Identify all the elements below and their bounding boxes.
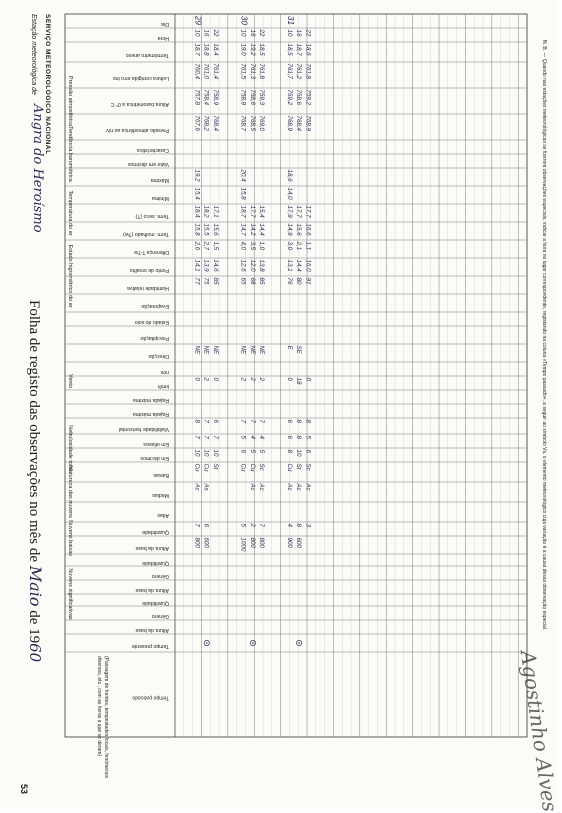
- record-pressure-sea: 768,9: [304, 115, 312, 131]
- record-oitavos: 6: [285, 435, 293, 439]
- record-dew-point: 14,6: [211, 259, 219, 272]
- record-hour: 10: [193, 29, 201, 37]
- record-pressure-corrected: 761,4: [211, 63, 219, 79]
- record-attached-thermometer: 18,4: [211, 43, 219, 56]
- form-title: [25, 300, 45, 662]
- record-kmh: 2: [248, 377, 256, 381]
- record-amount: 7: [258, 523, 266, 527]
- record-pressure-corrected: 761,2: [295, 63, 303, 79]
- record-visibility: 8: [193, 419, 201, 423]
- record-wet: 14,4: [258, 223, 266, 236]
- record-hour: 16: [248, 29, 256, 37]
- record-dew-point: 12,0: [248, 259, 256, 272]
- record-pressure-0c: 759,3: [258, 89, 266, 105]
- record-amount: 3: [304, 523, 312, 527]
- record-dry: 18,4: [193, 205, 201, 218]
- header-genus2: Género: [151, 613, 169, 619]
- station-label: Estação meteorológica de: [30, 14, 37, 95]
- record-pressure-corrected: 761,8: [304, 63, 312, 79]
- record-oitavos: 5: [304, 435, 312, 439]
- register-table: [57, 0, 557, 809]
- record-direction: NE: [239, 345, 247, 355]
- record-decimos: 10: [202, 449, 210, 457]
- header-pressure-corrected: Leitura corrigida erro ins: [113, 75, 169, 81]
- record-rel-humidity: 65: [239, 277, 247, 285]
- record-direction: NE: [248, 345, 256, 355]
- record-rel-humidity: 77: [193, 277, 201, 285]
- record-visibility: 7: [202, 419, 210, 423]
- record-dew-point: 13,1: [285, 259, 293, 272]
- record-diff: 2,7: [202, 241, 210, 251]
- record-oitavos: 7: [211, 435, 219, 439]
- record-low: Cu: [193, 463, 201, 472]
- record-amount: 5: [239, 523, 247, 527]
- record-visibility: 7: [239, 419, 247, 423]
- header-past-weather: Tempo passado: [132, 694, 169, 701]
- record-pressure-corrected: 761,8: [258, 63, 266, 79]
- record-dew-point: 13,8: [258, 259, 266, 272]
- record-rel-humidity: 80: [295, 277, 303, 285]
- record-max: 18,6: [285, 169, 293, 182]
- record-wet: 15,6: [211, 223, 219, 236]
- record-wet: 15,5: [202, 223, 210, 236]
- record-hour: 22: [304, 29, 312, 37]
- record-pressure-0c: 759,2: [285, 89, 293, 105]
- record-low: St: [295, 463, 303, 470]
- station-value: Angra do Heroísmo: [30, 104, 45, 233]
- record-oitavos: 7: [202, 435, 210, 439]
- record-pressure-sea: 767,6: [193, 115, 201, 131]
- header-pressure-sea: Pressão atmosférica ao nív: [106, 127, 169, 133]
- record-visibility: 7: [258, 419, 266, 423]
- header-gust: Rajada máxima: [132, 397, 169, 403]
- record-dew-point: 14,4: [295, 259, 303, 272]
- record-dry: 17,7: [304, 205, 312, 218]
- record-pressure-sea: 768,7: [239, 115, 247, 131]
- record-amount: 6: [202, 523, 210, 527]
- record-dry: 15,4: [258, 205, 266, 218]
- record-dew-point: 16,0: [304, 259, 312, 272]
- weather-dot-icon: [252, 642, 254, 644]
- record-dew-point: 13,9: [202, 259, 210, 272]
- record-dew-point: 12,6: [239, 259, 247, 272]
- record-base-height: 800: [193, 537, 201, 548]
- service-name: SERVIÇO METEOROLÓGICO NACIONAL: [44, 14, 51, 155]
- record-dry: 18,2: [202, 205, 210, 218]
- record-visibility: 6: [211, 419, 219, 423]
- group-cloud-group: Nebulosidade total: [67, 425, 73, 471]
- header-pressure-0c: Altura barométrica a 0° C: [110, 101, 169, 107]
- record-hour: 16: [202, 29, 210, 37]
- record-pressure-sea: 769,0: [258, 115, 266, 131]
- record-kmh: 0: [211, 377, 219, 381]
- record-pressure-corrected: 761,0: [202, 63, 210, 79]
- record-hour: 16: [295, 29, 303, 37]
- header-soil: Estado do solo: [134, 319, 169, 325]
- group-humidity-group: Estado higrométrico do ar: [67, 244, 73, 308]
- header-dew-point: Ponto de orvalho: [129, 267, 169, 273]
- record-visibility: 7: [248, 419, 256, 423]
- record-decimos: 5: [248, 449, 256, 453]
- record-hour: 22: [258, 29, 266, 37]
- record-wet: 14,7: [239, 223, 247, 236]
- record-attached-thermometer: 18,7: [193, 43, 201, 56]
- record-hour: 10: [239, 29, 247, 37]
- record-decimos: 10: [211, 449, 219, 457]
- record-day: 30: [239, 16, 249, 25]
- record-kmh: 18: [295, 377, 303, 385]
- record-pressure-sea: 768,4: [211, 115, 219, 131]
- month-value: Maio: [26, 565, 45, 607]
- record-pressure-0c: 758,6: [295, 89, 303, 105]
- footnote: N. B. — Quando nas estações meteorológicas se fizerem observações especiais, indicar a hora no lugar correspondente, registando na coluna «Tempo passado», a seguir ao símbolo Vs, o elemento meteorológico cuja variação é a causa dessa observação especial.: [541, 40, 547, 631]
- record-base-height: 600: [202, 537, 210, 548]
- record-low: St: [211, 463, 219, 470]
- weather-dot-icon: [206, 642, 208, 644]
- record-min: 15,8: [239, 187, 247, 200]
- record-pressure-sea: 768,5: [248, 115, 256, 131]
- record-decimos: 10: [295, 449, 303, 457]
- record-amount: 4: [285, 523, 293, 527]
- header-evaporation: Evaporação: [141, 303, 169, 309]
- header-decimos: Em décimos: [140, 455, 169, 461]
- record-hour: 10: [285, 29, 293, 37]
- header-direction: Direcção: [148, 353, 169, 359]
- page-number: 53: [19, 784, 29, 795]
- record-attached-thermometer: 18,5: [285, 43, 293, 56]
- record-hour: 22: [211, 29, 219, 37]
- record-rel-humidity: 68: [248, 277, 256, 285]
- header-base-height: Altura da base: [135, 545, 169, 551]
- record-pressure-corrected: 760,4: [193, 63, 201, 79]
- record-low: Cu: [285, 463, 293, 472]
- record-medium: Ac: [295, 483, 303, 491]
- record-direction: NE: [211, 345, 219, 355]
- record-base-height: 800: [258, 537, 266, 548]
- header-min: Mínima: [151, 195, 169, 201]
- record-rel-humidity: 85: [211, 277, 219, 285]
- group-cloud-nature: Natureza das nuvens: [67, 466, 73, 518]
- year-value: 60: [26, 643, 44, 663]
- header-hour: Hora: [157, 35, 169, 41]
- record-low: Sc: [258, 463, 266, 471]
- record-visibility: 6: [285, 419, 293, 423]
- record-kmh: 0: [193, 377, 201, 381]
- record-kmh: 0: [304, 377, 312, 381]
- header-gust2: Rajada máxima: [132, 411, 169, 417]
- group-wind-group: Vento: [67, 373, 73, 389]
- header-dry: Term. seco (T): [135, 213, 169, 219]
- record-attached-thermometer: 19,0: [239, 43, 247, 56]
- record-base-height: 1000: [239, 537, 247, 552]
- header-low: Baixas: [153, 472, 169, 478]
- record-diff: 1,5: [211, 241, 219, 251]
- record-rel-humidity: 91: [304, 277, 312, 285]
- record-diff: 3,5: [248, 241, 256, 251]
- record-medium: Ac: [258, 483, 266, 491]
- record-rel-humidity: 76: [285, 277, 293, 285]
- header-precip: Precipitação: [140, 335, 169, 341]
- record-attached-thermometer: 19,2: [248, 43, 256, 56]
- record-low: Cu: [239, 463, 247, 472]
- header-high: Altas: [157, 512, 169, 518]
- record-low: Sc: [304, 463, 312, 471]
- header-kmh: km/h: [157, 383, 169, 389]
- record-kmh: 2: [239, 377, 247, 381]
- record-base-height: 600: [295, 537, 303, 548]
- record-diff: 1,0: [258, 241, 266, 251]
- record-day: 31: [285, 16, 295, 25]
- header-characteristic: Característica: [137, 147, 169, 153]
- record-pressure-sea: 768,4: [295, 115, 303, 131]
- header-visibility: Visibilidade horizontal: [118, 426, 169, 432]
- record-pressure-corrected: 761,7: [285, 63, 293, 79]
- record-max: 19,2: [193, 169, 201, 182]
- group-temperature-group: Temperatura do ar: [67, 190, 73, 236]
- header-wet: Term. molhado (Tw): [123, 231, 169, 237]
- past-weather-note-2: diversos, etc., com as horas a que se deram): [96, 656, 102, 757]
- record-wet: 16,6: [304, 223, 312, 236]
- past-weather-note: (Passagem de frentes, tempestades locais, fenómenos: [103, 656, 109, 779]
- record-visibility: 8: [304, 419, 312, 423]
- record-attached-thermometer: 18,6: [304, 43, 312, 56]
- record-oitavos: 7: [193, 435, 201, 439]
- record-kmh: 2: [258, 377, 266, 381]
- record-direction: NE: [193, 345, 201, 355]
- record-dry: 17,7: [295, 205, 303, 218]
- header-rel-humidity: Humidade relativa: [127, 285, 169, 291]
- record-pressure-0c: 758,9: [239, 89, 247, 105]
- record-pressure-corrected: 761,3: [248, 63, 256, 79]
- header-amount: Quantidade: [142, 529, 169, 535]
- record-diff: 3,0: [285, 241, 293, 251]
- record-attached-thermometer: 18,8: [202, 43, 210, 56]
- group-tendency-group: Tendência barométrica: [67, 126, 73, 182]
- record-low: Cu: [202, 463, 210, 472]
- group-pressure-group: Pressão atmosférica: [67, 75, 73, 127]
- record-pressure-0c: 758,6: [248, 89, 256, 105]
- record-pressure-0c: 758,9: [211, 89, 219, 105]
- record-medium: Ac: [248, 483, 256, 491]
- group-significant: Nuvens significativas: [67, 568, 73, 620]
- record-dry: 18,7: [239, 205, 247, 218]
- record-diff: 1,1: [304, 241, 312, 251]
- record-direction: SE: [295, 345, 303, 354]
- record-oitavos: 5: [239, 435, 247, 439]
- record-medium: Ac: [304, 483, 312, 491]
- record-wet: 15,8: [193, 223, 201, 236]
- record-attached-thermometer: 18,5: [258, 43, 266, 56]
- record-medium: Ac: [193, 483, 201, 491]
- record-attached-thermometer: 18,7: [295, 43, 303, 56]
- record-decimos: 5: [258, 449, 266, 453]
- record-dry: 17,9: [285, 205, 293, 218]
- record-visibility: 8: [295, 419, 303, 423]
- group-low-clouds: Nuvens baixas: [67, 519, 73, 557]
- record-oitavos: 8: [295, 435, 303, 439]
- record-amount: 8: [295, 523, 303, 527]
- record-dry: 17,7: [248, 205, 256, 218]
- record-direction: NE: [202, 345, 210, 355]
- record-oitavos: 4: [248, 435, 256, 439]
- record-rel-humidity: 75: [202, 277, 210, 285]
- record-diff: 2,1: [295, 241, 303, 251]
- header-tenths: Valor em décimos: [127, 161, 169, 167]
- record-rel-humidity: 85: [258, 277, 266, 285]
- record-pressure-corrected: 761,5: [239, 63, 247, 79]
- header-diff: Diferença T-Tw: [134, 249, 169, 255]
- record-oitavos: 4: [258, 435, 266, 439]
- record-day: 29: [193, 16, 203, 25]
- record-kmh: 0: [285, 377, 293, 381]
- header-max: Máxima: [150, 177, 169, 183]
- record-pressure-0c: 757,8: [193, 89, 201, 105]
- header-attached-thermometer: Termómetro anexo: [125, 52, 169, 58]
- weather-dot-icon: [298, 642, 300, 644]
- record-min: 15,4: [193, 187, 201, 200]
- record-low: Cu: [248, 463, 256, 472]
- record-amount: 7: [193, 523, 201, 527]
- year-label: de 19: [26, 610, 42, 644]
- record-pressure-0c: 759,2: [304, 89, 312, 105]
- header-base-height3: Altura da base: [135, 627, 169, 633]
- record-wet: 14,9: [285, 223, 293, 236]
- record-max: 20,4: [239, 169, 247, 182]
- record-pressure-0c: 758,4: [202, 89, 210, 105]
- header-medium: Médias: [152, 492, 169, 498]
- header-knots: nós: [160, 369, 169, 375]
- record-min: 14,0: [285, 187, 293, 200]
- record-diff: 4,0: [239, 241, 247, 251]
- record-medium: Ac: [285, 483, 293, 491]
- record-direction: E: [285, 345, 293, 350]
- record-dew-point: 14,1: [193, 259, 201, 272]
- record-decimos: 10: [193, 449, 201, 457]
- signature: Agostinho Alves: [515, 649, 562, 813]
- record-base-height: 900: [285, 537, 293, 548]
- record-kmh: 2: [202, 377, 210, 381]
- record-decimos: 8: [285, 449, 293, 453]
- title-prefix: Folha de registo das observações no mês de: [26, 300, 42, 563]
- record-amount: 2: [248, 523, 256, 527]
- record-medium: As: [202, 483, 210, 491]
- record-wet: 14,2: [248, 223, 256, 236]
- header-present-weather: Tempo presente: [131, 643, 169, 649]
- record-wet: 15,6: [295, 223, 303, 236]
- record-direction: NE: [258, 345, 266, 355]
- header-oitavos: Em oitavos: [143, 441, 169, 447]
- header-base-height2: Altura da base: [135, 587, 169, 593]
- record-pressure-sea: 768,2: [202, 115, 210, 131]
- header-day: Dia: [161, 21, 169, 27]
- header-amount2: Quantidade: [142, 560, 169, 566]
- record-pressure-sea: 768,9: [285, 115, 293, 131]
- header-amount3: Quantidade: [142, 600, 169, 606]
- record-decimos: 6: [239, 449, 247, 453]
- header-genus: Género: [151, 573, 169, 579]
- record-diff: 2,6: [193, 241, 201, 251]
- record-base-height: 800: [248, 537, 256, 548]
- record-decimos: 6: [304, 449, 312, 453]
- record-dry: 17,1: [211, 205, 219, 218]
